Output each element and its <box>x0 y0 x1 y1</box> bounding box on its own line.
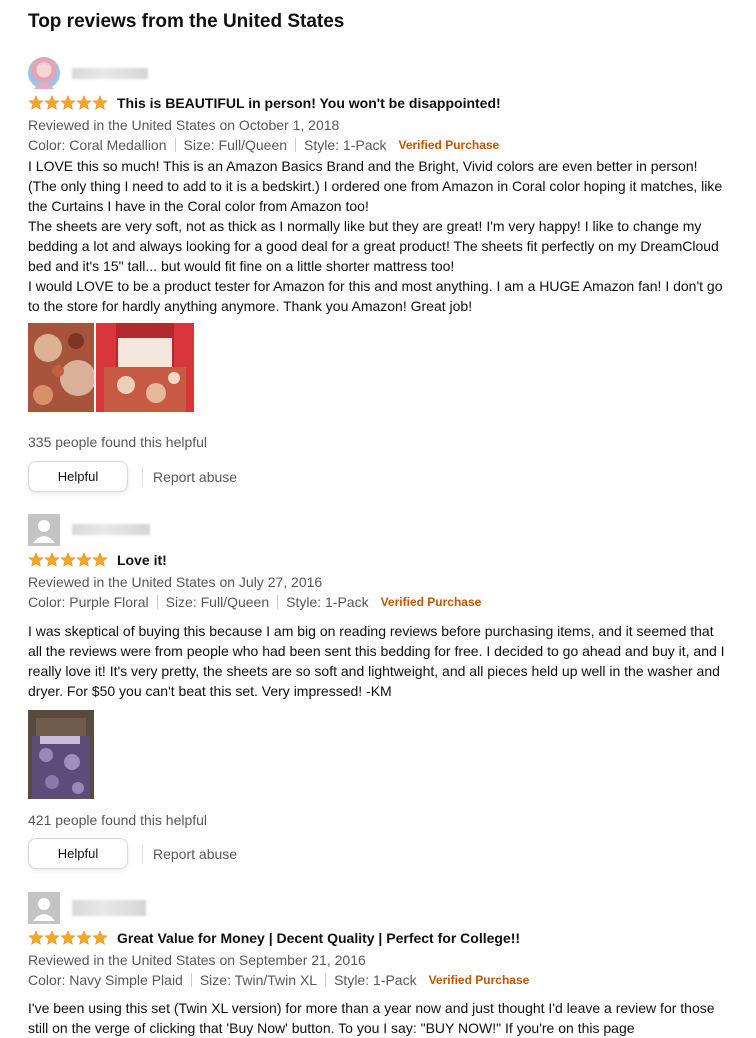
divider <box>157 595 158 609</box>
user-photo-avatar[interactable] <box>28 57 60 89</box>
variant-size[interactable]: Size: Twin/Twin XL <box>199 972 318 988</box>
review-paragraph: I would LOVE to be a product tester for Amazon for this and most anything. I am a HUGE Amazon fan! I don't go to the store for hardly anything anymore. Thank you Amazon! Great job! <box>28 278 723 314</box>
divider <box>142 467 143 487</box>
star-icon <box>44 95 60 111</box>
review-date: Reviewed in the United States on September 21, 2016 <box>28 952 366 968</box>
product-variant <box>28 592 728 612</box>
star-icon <box>60 552 76 568</box>
review-body <box>28 621 728 701</box>
star-rating[interactable] <box>28 930 108 946</box>
helpful-count: 335 people found this helpful <box>28 434 208 450</box>
product-variant <box>28 970 728 990</box>
star-icon <box>92 95 108 111</box>
star-icon <box>60 95 76 111</box>
divider <box>191 973 192 987</box>
helpful-button[interactable]: Helpful <box>28 461 128 492</box>
report-abuse-link[interactable]: Report abuse <box>153 468 238 485</box>
star-icon <box>28 930 44 946</box>
product-variant <box>28 135 728 155</box>
star-icon <box>76 930 92 946</box>
reviewer-profile <box>28 892 728 924</box>
reviewer-name-redacted <box>72 900 146 916</box>
star-rating[interactable] <box>28 552 108 568</box>
review-date: Reviewed in the United States on July 27, 2016 <box>28 574 323 590</box>
default-user-avatar[interactable] <box>28 514 60 546</box>
review-image-bedding-closeup[interactable] <box>28 323 94 412</box>
variant-size[interactable]: Size: Full/Queen <box>183 137 288 153</box>
review-body <box>28 998 728 1038</box>
variant-size[interactable]: Size: Full/Queen <box>165 594 270 610</box>
review-paragraph: I've been using this set (Twin XL version) for more than a year now and just thought I'd leave a review for those still on the verge of clicking that 'Buy Now' button. To you I say: "BUY NOW!" If you're on this page <box>28 1000 715 1036</box>
verified-purchase-badge[interactable]: Verified Purchase <box>380 595 482 609</box>
helpful-button[interactable]: Helpful <box>28 838 128 869</box>
reviewer-name-redacted <box>72 68 148 79</box>
report-abuse-link[interactable]: Report abuse <box>153 845 238 862</box>
divider <box>175 138 176 152</box>
reviewer-profile <box>28 57 728 89</box>
variant-style[interactable]: Style: 1-Pack <box>304 137 387 153</box>
star-icon <box>76 95 92 111</box>
reviews-heading: Top reviews from the United States <box>28 11 345 32</box>
review-image-purple-bedding[interactable] <box>28 710 94 799</box>
variant-style[interactable]: Style: 1-Pack <box>286 594 369 610</box>
divider <box>142 844 143 864</box>
reviewer-name-redacted <box>72 524 150 535</box>
star-icon <box>76 552 92 568</box>
review-image-bedroom[interactable] <box>96 323 194 412</box>
review-paragraph: I LOVE this so much! This is an Amazon Basics Brand and the Bright, Vivid colors are even better in person! (The only thing I need to add to it is a bedskirt.) I ordered one from Amazon in Coral color hoping it matches, like the Curtains I have in the Coral color from Amazon too! <box>28 158 723 214</box>
star-icon <box>92 930 108 946</box>
review-card <box>28 57 728 412</box>
review-card <box>28 892 728 1038</box>
review-date: Reviewed in the United States on October 1, 2018 <box>28 117 340 133</box>
review-images <box>28 710 728 799</box>
variant-style[interactable]: Style: 1-Pack <box>334 972 417 988</box>
review-title[interactable]: Love it! <box>117 552 167 568</box>
reviewer-profile <box>28 514 728 546</box>
helpful-count: 421 people found this helpful <box>28 812 208 828</box>
review-title[interactable]: Great Value for Money | Decent Quality | Perfect for College!! <box>117 930 521 946</box>
verified-purchase-badge[interactable]: Verified Purchase <box>398 138 500 152</box>
review-title[interactable]: This is BEAUTIFUL in person! You won't be disappointed! <box>117 95 501 111</box>
star-icon <box>92 552 108 568</box>
review-card <box>28 514 728 799</box>
default-user-avatar[interactable] <box>28 892 60 924</box>
star-icon <box>44 930 60 946</box>
star-icon <box>28 552 44 568</box>
divider <box>277 595 278 609</box>
review-actions <box>28 461 237 492</box>
star-rating[interactable] <box>28 95 108 111</box>
star-icon <box>44 552 60 568</box>
divider <box>325 973 326 987</box>
variant-color[interactable]: Color: Navy Simple Plaid <box>28 972 183 988</box>
review-paragraph: The sheets are very soft, not as thick as I normally like but they are great! I'm very happy! I like to change my bedding a lot and always looking for a good deal for a great product! The sheets fit perfectly on my DreamCloud bed and it's 15" tall... but would fit fine on a little shorter mattress too! <box>28 218 719 274</box>
review-actions <box>28 838 237 869</box>
review-images <box>28 323 728 412</box>
divider <box>295 138 296 152</box>
variant-color[interactable]: Color: Coral Medallion <box>28 137 167 153</box>
star-icon <box>60 930 76 946</box>
review-paragraph: I was skeptical of buying this because I am big on reading reviews before purchasing items, and it seemed that all the reviews were from people who had been sent this bedding for free. I decided to go ahead and buy it, and I really love it! It's very pretty, the sheets are so soft and lightweight, and all pieces held up well in the washer and dryer. For $50 you can't beat this set. Very impressed! -KM <box>28 623 725 699</box>
star-icon <box>28 95 44 111</box>
review-body <box>28 156 728 316</box>
verified-purchase-badge[interactable]: Verified Purchase <box>428 973 530 987</box>
variant-color[interactable]: Color: Purple Floral <box>28 594 149 610</box>
